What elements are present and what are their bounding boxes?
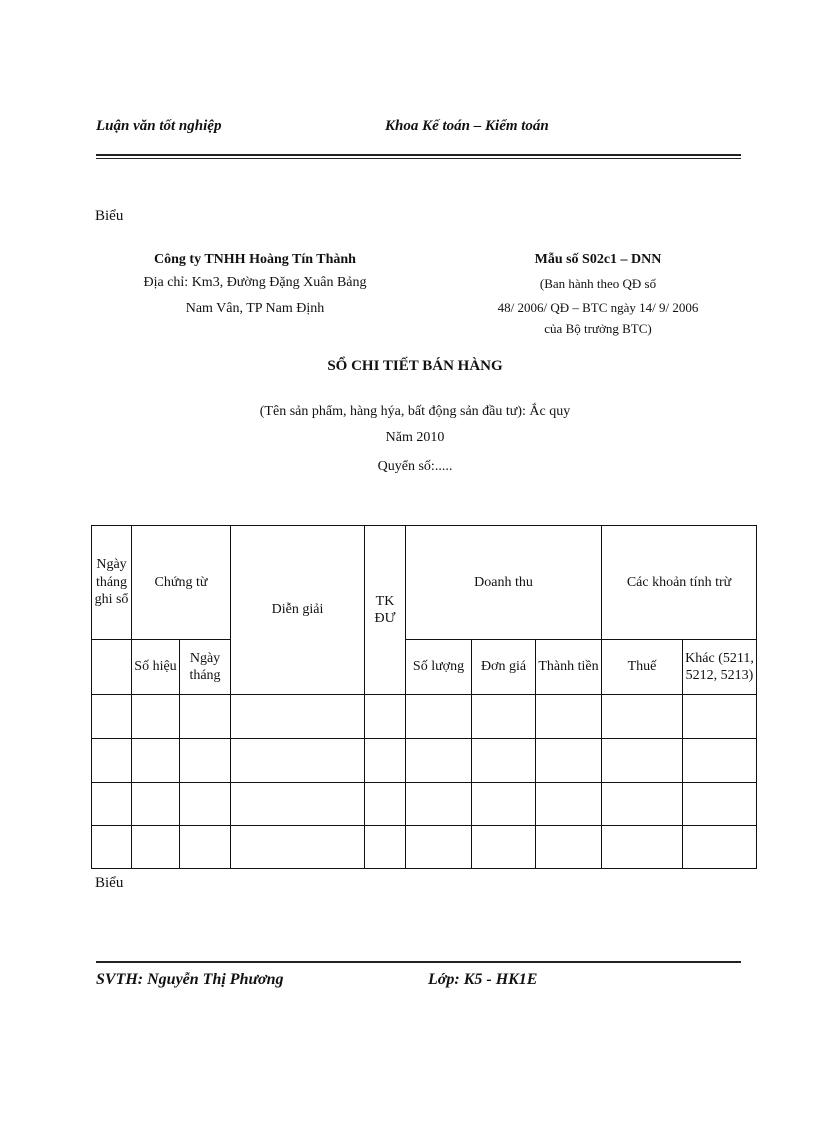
table-header-row-2 — [92, 640, 757, 695]
company-address-line1: Địa chỉ: Km3, Đường Đặng Xuân Bảng — [143, 275, 367, 290]
company-address-line2: Nam Vân, TP Nam Định — [185, 301, 325, 316]
form-decision-line1: (Ban hành theo QĐ số — [539, 276, 657, 291]
header-thesis-label: Luận văn tốt nghiệp — [96, 118, 222, 134]
col-description-header: Diễn giải — [231, 526, 365, 695]
col-other-header: Khác (5211, 5212, 5213) — [683, 640, 757, 695]
footer-rule — [96, 961, 741, 963]
col-revenue-header: Doanh thu — [406, 526, 602, 640]
table-row — [92, 826, 757, 869]
col-unit-price-header: Đơn giá — [472, 640, 536, 695]
header-rule-bottom — [96, 158, 741, 159]
book-number-label: Quyển số:..... — [377, 459, 453, 474]
col-tax-header: Thuế — [602, 640, 683, 695]
sales-ledger-table — [91, 525, 757, 869]
footer-student-name: SVTH: Nguyễn Thị Phương — [96, 971, 284, 988]
form-decision-line2: 48/ 2006/ QĐ – BTC ngày 14/ 9/ 2006 — [497, 300, 699, 315]
table-row — [92, 695, 757, 739]
col-voucher-date-header: Ngày tháng — [180, 640, 231, 695]
col-posting-date-header: Ngày tháng ghi sổ — [92, 526, 132, 640]
bieu-label-bottom: Biểu — [95, 875, 124, 891]
page-title: SỔ CHI TIẾT BÁN HÀNG — [327, 358, 503, 374]
col-voucher-number-header: Số hiệu — [132, 640, 180, 695]
blank-header-cell — [92, 640, 132, 695]
company-block — [120, 251, 390, 322]
form-code: Mẫu số S02c1 – DNN — [534, 252, 662, 267]
col-amount-header: Thành tiền — [536, 640, 602, 695]
col-deductions-header: Các khoản tính trừ — [602, 526, 757, 640]
company-name: Công ty TNHH Hoàng Tín Thành — [154, 252, 356, 267]
bieu-label-top: Biểu — [95, 208, 124, 224]
product-subtitle: (Tên sản phẩm, hàng hýa, bất động sản đầu tư): Ắc quy — [259, 404, 571, 419]
table-row — [92, 783, 757, 826]
footer-class-label: Lớp: K5 - HK1E — [428, 971, 538, 988]
year-label: Năm 2010 — [385, 430, 445, 445]
col-quantity-header: Số lượng — [406, 640, 472, 695]
table-header-row-1 — [92, 526, 757, 640]
form-decision-line3: của Bộ trưởng BTC) — [544, 321, 652, 336]
col-contra-account-header: TK ĐƯ — [365, 526, 406, 695]
form-code-block — [480, 251, 716, 338]
header-faculty-label: Khoa Kế toán – Kiểm toán — [385, 118, 549, 134]
header-rule-top — [96, 154, 741, 156]
table-row — [92, 739, 757, 783]
col-voucher-header: Chứng từ — [132, 526, 231, 640]
